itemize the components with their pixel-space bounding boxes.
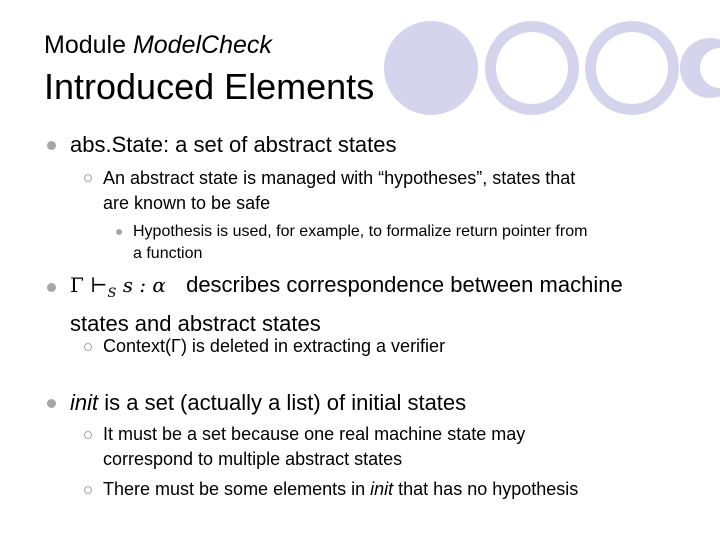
bullet-abs-state: abs.State: a set of abstract states — [70, 132, 397, 157]
decor-circle — [496, 32, 568, 104]
bullet-dot-icon — [47, 399, 56, 408]
bullet-ring-icon — [84, 343, 92, 351]
slide-module-title — [44, 30, 272, 60]
line: a function — [133, 245, 203, 262]
bullet-small-dot-icon — [116, 229, 122, 235]
bullet-no-hypothesis: There must be some elements in init that has no hypothesis — [103, 479, 579, 499]
decor-circle — [384, 21, 478, 115]
line: states and abstract states — [70, 311, 321, 336]
judgement-formula: Γ $⊢_S$ s : α — [70, 273, 166, 301]
bullet-context-deleted: Context(Γ) is deleted in extracting a verifier — [103, 336, 446, 356]
bullet-init-set: init is a set (actually a list) of initial states — [70, 390, 467, 415]
bullet-ring-icon — [84, 174, 92, 182]
bullet-ring-icon — [84, 486, 92, 494]
module-name: ModelCheck — [132, 31, 272, 59]
bullet-abstract-state-managed — [103, 166, 575, 216]
bullet-dot-icon — [47, 283, 56, 292]
bullet-ring-icon — [84, 431, 92, 439]
bullet-must-be-set — [103, 422, 525, 472]
line: It must be a set because one real machine state may — [103, 424, 526, 444]
bullet-hypothesis-used — [133, 221, 587, 265]
line: correspond to multiple abstract states — [103, 449, 403, 469]
decor-circle — [596, 32, 668, 104]
line: Hypothesis is used, for example, to formalize return pointer from — [133, 223, 588, 240]
slide-subtitle: Introduced Elements — [44, 66, 375, 107]
module-prefix: Module — [44, 31, 133, 59]
line: Γ $⊢_S$ s : α describes correspondence between machine — [70, 272, 623, 301]
line: are known to be safe — [103, 193, 271, 213]
bullet-dot-icon — [47, 141, 56, 150]
line: An abstract state is managed with “hypotheses”, states that — [103, 168, 576, 188]
bullet-correspondence — [70, 270, 623, 339]
